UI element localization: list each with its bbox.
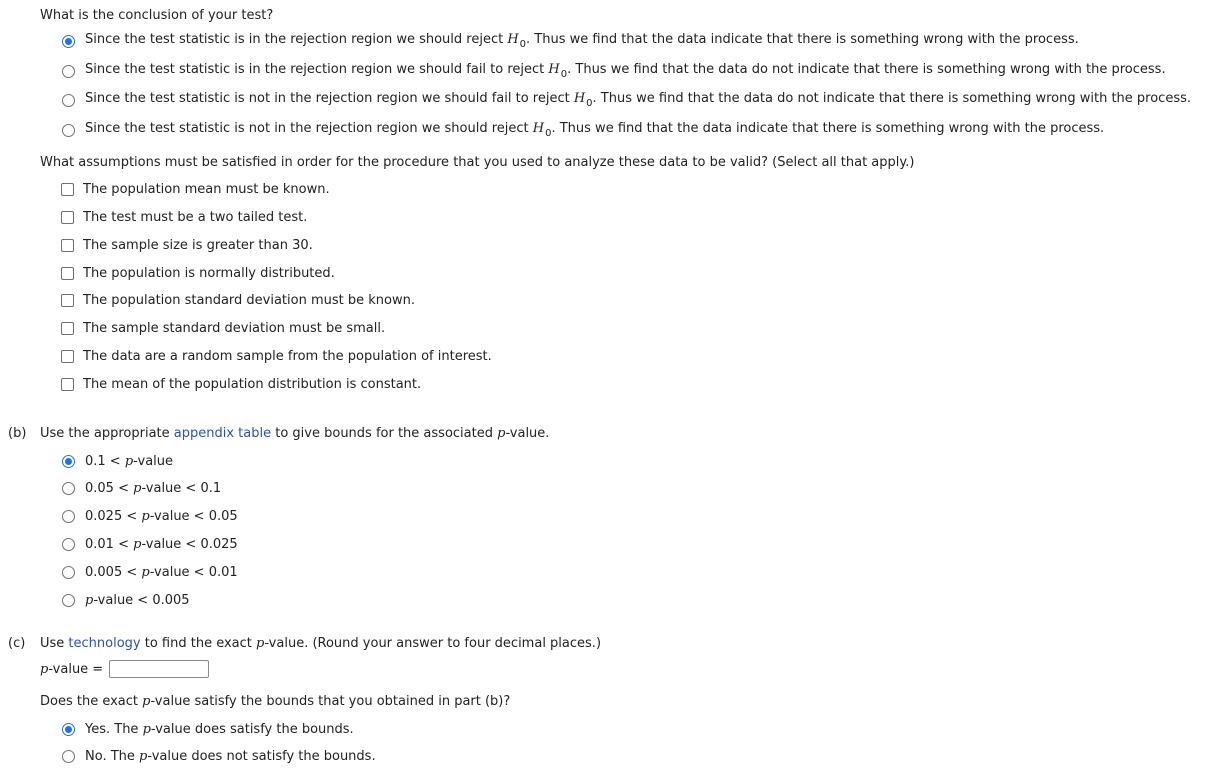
pvalue-bound-option-3[interactable] — [62, 506, 238, 526]
pvalue-bound-option-4[interactable] — [62, 534, 238, 554]
radio-icon[interactable] — [62, 510, 75, 523]
checkbox-icon[interactable] — [61, 267, 74, 280]
checkbox-icon[interactable] — [61, 378, 74, 391]
option-text: The population mean must be known. — [83, 181, 330, 197]
checkbox-icon[interactable] — [61, 322, 74, 335]
radio-selected-icon[interactable] — [62, 455, 75, 468]
radio-selected-icon[interactable] — [62, 723, 75, 736]
pvalue-bound-option-5[interactable] — [62, 562, 238, 582]
bounds-question: Does the exact p-value satisfy the bounds that you obtained in part (b)? — [40, 694, 511, 709]
option-text: The mean of the population distribution is constant. — [83, 376, 422, 392]
assumptions-question: What assumptions must be satisfied in order for the procedure that you used to analyze these data to be valid? (Select all that apply.) — [40, 155, 915, 170]
option-text: 0.1 < p-value — [85, 453, 174, 469]
option-text: The sample size is greater than 30. — [83, 237, 313, 253]
pvalue-answer-input[interactable] — [109, 660, 209, 678]
assumption-option-8[interactable] — [61, 374, 421, 394]
assumption-option-1[interactable] — [61, 179, 330, 199]
checkbox-icon[interactable] — [61, 294, 74, 307]
checkbox-icon[interactable] — [61, 211, 74, 224]
option-text: The data are a random sample from the population of interest. — [83, 348, 492, 364]
option-text: The test must be a two tailed test. — [83, 209, 308, 225]
pvalue-answer-row — [40, 659, 209, 679]
conclusion-option-2[interactable] — [62, 61, 1166, 81]
radio-icon[interactable] — [62, 482, 75, 495]
assumption-option-4[interactable] — [61, 263, 335, 283]
checkbox-icon[interactable] — [61, 350, 74, 363]
option-text: 0.005 < p-value < 0.01 — [85, 564, 238, 580]
conclusion-option-3[interactable] — [62, 90, 1191, 110]
option-text: Since the test statistic is in the rejection region we should fail to reject $H_0$. Thus we find that the data do not indicate that there is something wrong with the process. — [85, 62, 1166, 80]
appendix-table-link[interactable]: appendix table — [173, 426, 272, 441]
option-text: No. The p-value does not satisfy the bounds. — [85, 748, 376, 764]
technology-link[interactable]: technology — [68, 636, 141, 651]
part-b-question: Use the appropriate appendix table to give bounds for the associated p-value. — [40, 426, 550, 441]
radio-icon[interactable] — [62, 750, 75, 763]
conclusion-question: What is the conclusion of your test? — [40, 8, 274, 23]
bounds-yes-option[interactable] — [62, 719, 354, 739]
option-text: The population standard deviation must be known. — [83, 292, 415, 308]
option-text: p-value < 0.005 — [85, 592, 190, 608]
pvalue-answer-label: p-value = — [40, 661, 104, 677]
option-text: Since the test statistic is in the rejection region we should reject $H_0$. Thus we find that the data indicate that there is something wrong with the process. — [85, 32, 1079, 50]
radio-icon[interactable] — [62, 94, 75, 107]
radio-icon[interactable] — [62, 566, 75, 579]
conclusion-option-1[interactable] — [62, 31, 1079, 51]
checkbox-icon[interactable] — [61, 239, 74, 252]
h0-symbol: $H_0$ — [548, 62, 568, 80]
radio-icon[interactable] — [62, 124, 75, 137]
h0-symbol: $H_0$ — [573, 91, 593, 109]
assumption-option-5[interactable] — [61, 290, 415, 310]
h0-symbol: $H_0$ — [532, 121, 552, 139]
pvalue-bound-option-2[interactable] — [62, 478, 221, 498]
radio-icon[interactable] — [62, 65, 75, 78]
option-text: 0.025 < p-value < 0.05 — [85, 508, 238, 524]
option-text: The sample standard deviation must be small. — [83, 320, 386, 336]
radio-selected-icon[interactable] — [62, 35, 75, 48]
option-text: 0.05 < p-value < 0.1 — [85, 480, 222, 496]
part-b-label: (b) — [8, 426, 27, 441]
part-c-question: Use technology to find the exact p-value. (Round your answer to four decimal places.) — [40, 636, 602, 651]
option-text: Since the test statistic is not in the rejection region we should reject $H_0$. Thus we find that the data indicate that there is something wrong with the process. — [85, 121, 1105, 139]
assumption-option-3[interactable] — [61, 235, 313, 255]
bounds-no-option[interactable] — [62, 746, 376, 766]
radio-icon[interactable] — [62, 538, 75, 551]
assumption-option-7[interactable] — [61, 346, 492, 366]
option-text: 0.01 < p-value < 0.025 — [85, 536, 238, 552]
option-text: Yes. The p-value does satisfy the bounds. — [85, 721, 354, 737]
radio-icon[interactable] — [62, 594, 75, 607]
option-text: Since the test statistic is not in the rejection region we should fail to reject $H_0$. Thus we find that the data do not indicate that there is something wrong with the process. — [85, 91, 1192, 109]
h0-symbol: $H_0$ — [507, 32, 527, 50]
pvalue-bound-option-1[interactable] — [62, 451, 173, 471]
assumption-option-6[interactable] — [61, 318, 385, 338]
option-text: The population is normally distributed. — [83, 265, 335, 281]
checkbox-icon[interactable] — [61, 183, 74, 196]
conclusion-option-4[interactable] — [62, 120, 1104, 140]
part-c-label: (c) — [8, 636, 26, 651]
pvalue-bound-option-6[interactable] — [62, 590, 190, 610]
assumption-option-2[interactable] — [61, 207, 307, 227]
